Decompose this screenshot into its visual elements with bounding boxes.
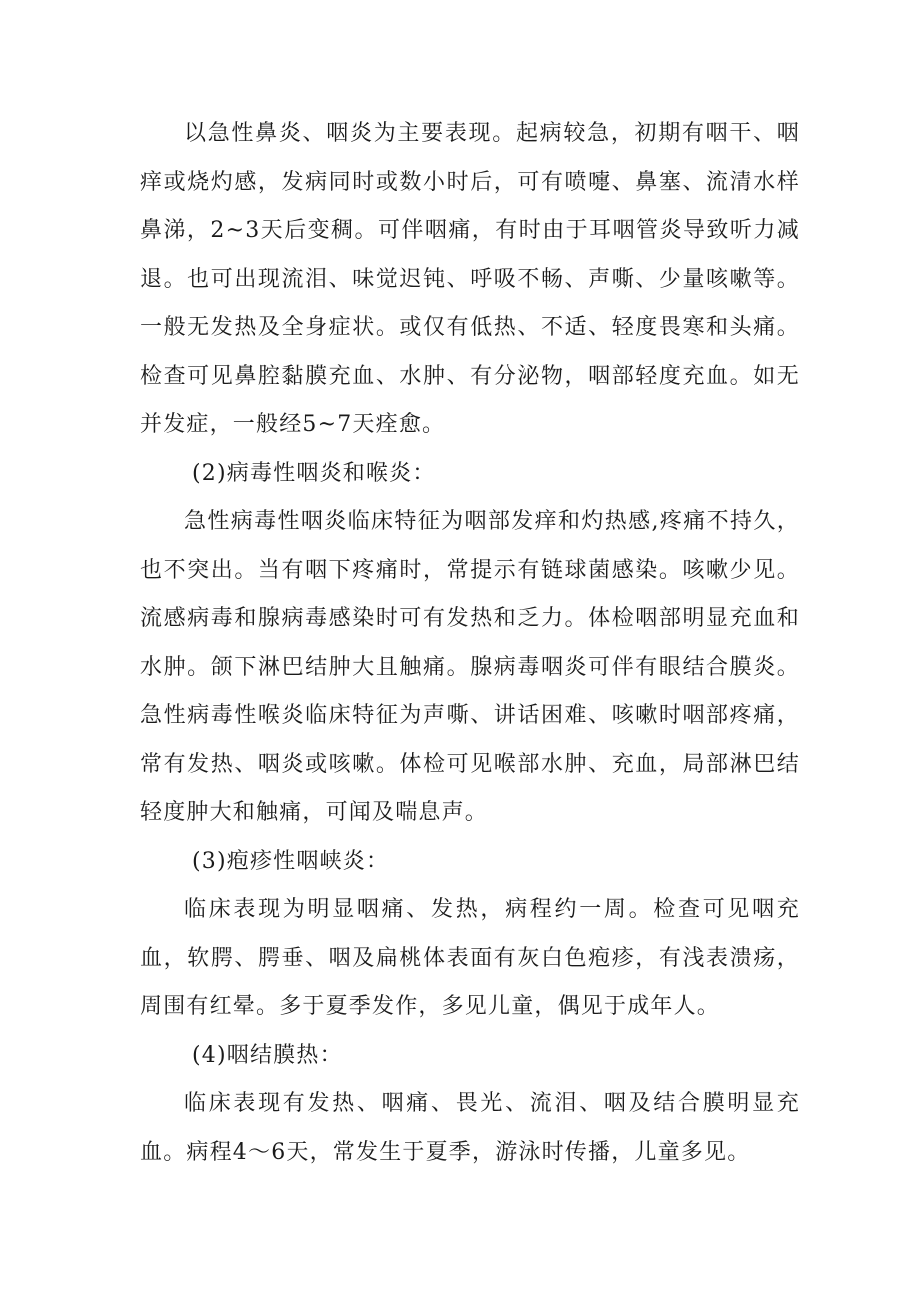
paragraph-3: 临床表现为明显咽痛、发热，病程约一周。检查可见咽充血，软腭、腭垂、咽及扁桃体表面有灰白色疱疹，有浅表溃疡，周围有红晕。多于夏季发作，多见儿童，偶见于成年人。 xyxy=(140,897,800,1019)
section-heading-4: (4)咽结膜热： xyxy=(192,1042,343,1068)
paragraph-2: 急性病毒性咽炎临床特征为咽部发痒和灼热感,疼痛不持久，也不突出。当有咽下疼痛时，常提示有链球菌感染。咳嗽少见。流感病毒和腺病毒感染时可有发热和乏力。体检咽部明显充血和水肿。颌下淋巴结肿大且触痛。腺病毒咽炎可伴有眼结合膜炎。急性病毒性喉炎临床特征为声嘶、讲话困难、咳嗽时咽部疼痛，常有发热、咽炎或咳嗽。体检可见喉部水肿、充血，局部淋巴结轻度肿大和触痛，可闻及喘息声。 xyxy=(140,509,800,825)
paragraph-4: 临床表现有发热、咽痛、畏光、流泪、咽及结合膜明显充血。病程4～6天，常发生于夏季，游泳时传播，儿童多见。 xyxy=(140,1091,800,1165)
section-heading-3: (3)疱疹性咽峡炎： xyxy=(192,848,390,874)
paragraph-1: 以急性鼻炎、咽炎为主要表现。起病较急，初期有咽干、咽痒或烧灼感，发病同时或数小时后，可有喷嚏、鼻塞、流清水样鼻涕，2~3天后变稠。可伴咽痛，有时由于耳咽管炎导致听力减退。也可出现流泪、味觉迟钝、呼吸不畅、声嘶、少量咳嗽等。一般无发热及全身症状。或仅有低热、不适、轻度畏寒和头痛。检查可见鼻腔黏膜充血、水肿、有分泌物，咽部轻度充血。如无并发症，一般经5~7天痊愈。 xyxy=(140,121,800,437)
document-page xyxy=(140,110,800,1177)
section-heading-2: (2)病毒性咽炎和喉炎： xyxy=(192,460,436,486)
